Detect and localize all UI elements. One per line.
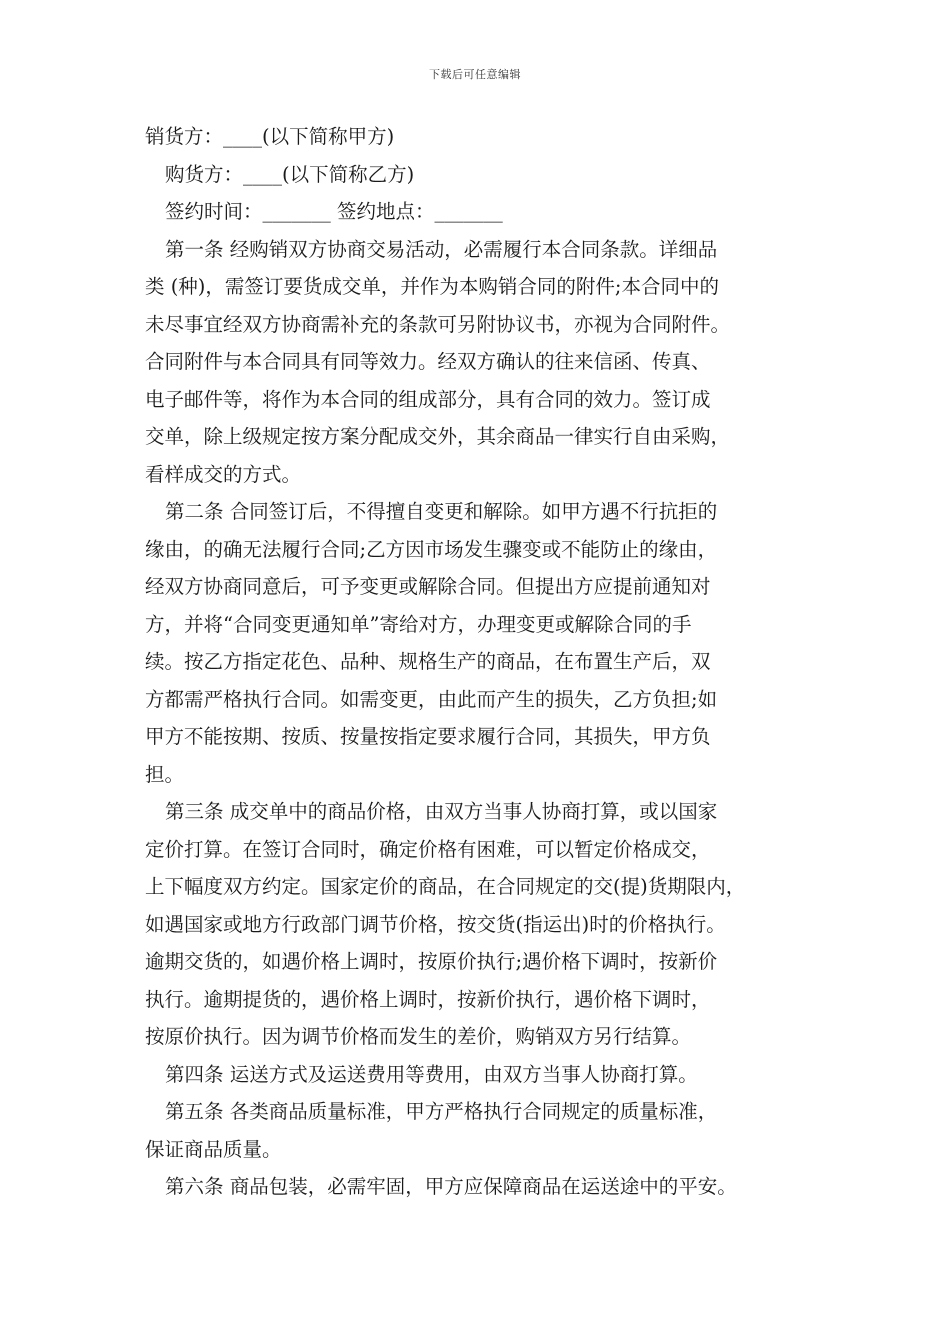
article-3-line: 上下幅度双方约定。国家定价的商品，在合同规定的交(提)货期限内， <box>145 875 746 898</box>
seller-line: 销货方：____(以下简称甲方) <box>145 125 395 148</box>
article-1-line: 电子邮件等，将作为本合同的组成部分，具有合同的效力。签订成 <box>145 387 711 411</box>
article-2-line: 经双方协商同意后，可予变更或解除合同。但提出方应提前通知对 <box>145 575 711 598</box>
article-1-line: 第一条 经购销双方协商交易活动，必需履行本合同条款。详细品 <box>165 237 718 261</box>
article-3-line: 如遇国家或地方行政部门调节价格，按交货(指运出)时的价格执行。 <box>145 912 726 936</box>
article-3-line: 定价打算。在签订合同时，确定价格有困难，可以暂定价格成交， <box>145 837 711 861</box>
article-2-line: 第二条 合同签订后，不得擅自变更和解除。如甲方遇不行抗拒的 <box>165 500 718 523</box>
article-2-line: 甲方不能按期、按质、按量按指定要求履行合同，其损失，甲方负 <box>145 725 711 748</box>
article-2-line: 方都需严格执行合同。如需变更，由此而产生的损失，乙方负担;如 <box>145 687 718 711</box>
article-1-line: 合同附件与本合同具有同等效力。经双方确认的往来信函、传真、 <box>145 350 711 373</box>
article-3-line: 按原价执行。因为调节价格而发生的差价，购销双方另行结算。 <box>145 1025 692 1048</box>
article-1-line: 类 (种)，需签订要货成交单，并作为本购销合同的附件;本合同中的 <box>145 275 719 298</box>
document-body <box>145 118 825 1206</box>
article-3-line: 第三条 成交单中的商品价格，由双方当事人协商打算，或以国家 <box>165 800 718 823</box>
signing-time-place-line: 签约时间：_______ 签约地点：_______ <box>165 200 503 223</box>
article-3-line: 逾期交货的，如遇价格上调时，按原价执行;遇价格下调时，按新价 <box>145 950 718 973</box>
article-5-line: 第五条 各类商品质量标准，甲方严格执行合同规定的质量标准， <box>165 1100 718 1123</box>
article-6-line: 第六条 商品包装，必需牢固，甲方应保障商品在运送途中的平安。 <box>165 1175 737 1198</box>
article-1-line: 交单，除上级规定按方案分配成交外，其余商品一律实行自由采购， <box>145 425 731 448</box>
article-1-line: 未尽事宜经双方协商需补充的条款可另附协议书，亦视为合同附件。 <box>145 312 731 336</box>
article-3-line: 执行。逾期提货的，遇价格上调时，按新价执行，遇价格下调时， <box>145 987 711 1011</box>
article-2-line: 方，并将“合同变更通知单”寄给对方，办理变更或解除合同的手 <box>145 612 692 636</box>
article-2-line: 缘由，的确无法履行合同;乙方因市场发生骤变或不能防止的缘由， <box>145 537 718 561</box>
article-2-line: 担。 <box>145 762 185 786</box>
article-2-line: 续。按乙方指定花色、品种、规格生产的商品，在布置生产后，双 <box>145 650 711 673</box>
buyer-line: 购货方：____(以下简称乙方) <box>165 162 415 186</box>
article-4-line: 第四条 运送方式及运送费用等费用，由双方当事人协商打算。 <box>165 1062 698 1086</box>
article-1-line: 看样成交的方式。 <box>145 462 302 486</box>
article-5-line: 保证商品质量。 <box>145 1137 282 1161</box>
page-header: 下载后可任意编辑 <box>429 68 521 81</box>
